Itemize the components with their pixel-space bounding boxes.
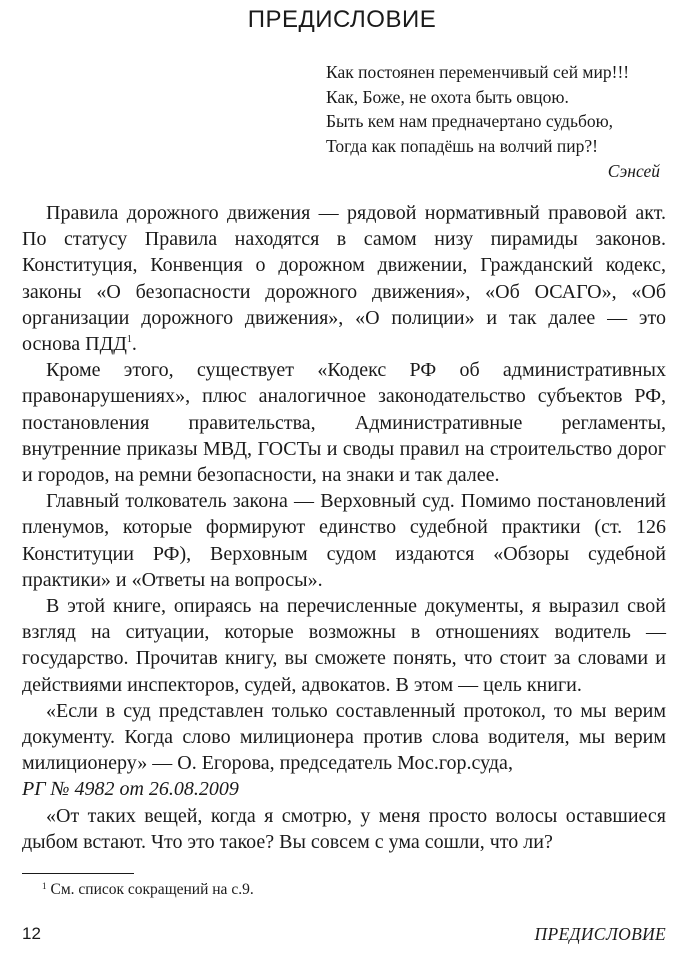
paragraph: Главный толкователь закона — Верховный суд. Помимо постановлений пленумов, которые формируют единство судебной практики (ст. 126 Конституции РФ), Верховным судом издаются «Обзоры судебной практики» и «Ответы на вопросы».: [22, 490, 666, 591]
epigraph: [326, 60, 660, 184]
footnote: [42, 880, 254, 900]
paragraph: Кроме этого, существует «Кодекс РФ об административных правонарушениях», плюс аналогичное законодательство субъектов РФ, постановления правительства, Административные регламенты, внутренние приказы МВД, ГОСТы и своды правил на строительство дорог и городов, на ремни безопасности, на знаки и так далее.: [22, 359, 666, 487]
paragraph: «Если в суд представлен только составленный протокол, то мы верим документу. Когда слово милиционера против слова водителя, мы верим милиционеру» — О. Егорова, председатель Мос.гор.суда,: [22, 699, 666, 775]
paragraph: [22, 200, 666, 357]
footnote-text: См. список сокращений на с.9.: [50, 881, 254, 898]
paragraph-end: .: [131, 333, 137, 356]
epigraph-line: Быть кем нам предначертано судьбою,: [326, 111, 614, 131]
page-number: 12: [22, 924, 41, 943]
footnote-divider: [22, 873, 134, 874]
main-text: [22, 200, 666, 855]
epigraph-line: Тогда как попадёшь на волчий пир?!: [326, 135, 598, 156]
paragraph-text: Правила дорожного движения — рядовой нормативный правовой акт. По статусу Правила находятся в самом низу пирамиды законов. Конституция, Конвенция о дорожном движении, Гражданский кодекс, законы «О безопасности дорожного движения», «Об ОСАГО», «Об организации дорожного движения», «О полиции» и так далее — это основа ПДД: [22, 202, 666, 356]
paragraph: В этой книге, опираясь на перечисленные документы, я выразил свой взгляд на ситуации, которые возможны в отношениях водитель — государство. Прочитав книгу, вы сможете понять, что стоит за словами и действиями инспекторов, судей, адвокатов. В этом — цель книги.: [22, 595, 666, 696]
running-footer: ПРЕДИСЛОВИЕ: [534, 924, 666, 944]
epigraph-author: Сэнсей: [607, 161, 660, 181]
epigraph-line: Как постоянен переменчивый сей мир!!!: [326, 62, 630, 82]
paragraph: «От таких вещей, когда я смотрю, у меня просто волосы оставшиеся дыбом встают. Что это такое? Вы совсем с ума сошли, что ли?: [22, 804, 666, 853]
page-title: ПРЕДИСЛОВИЕ: [247, 6, 437, 33]
epigraph-line: Как, Боже, не охота быть овцою.: [326, 86, 569, 107]
footnote-number: 1: [42, 881, 47, 891]
footnote-reference[interactable]: 1: [126, 334, 132, 346]
quote-source: РГ № 4982 от 26.08.2009: [22, 778, 239, 801]
